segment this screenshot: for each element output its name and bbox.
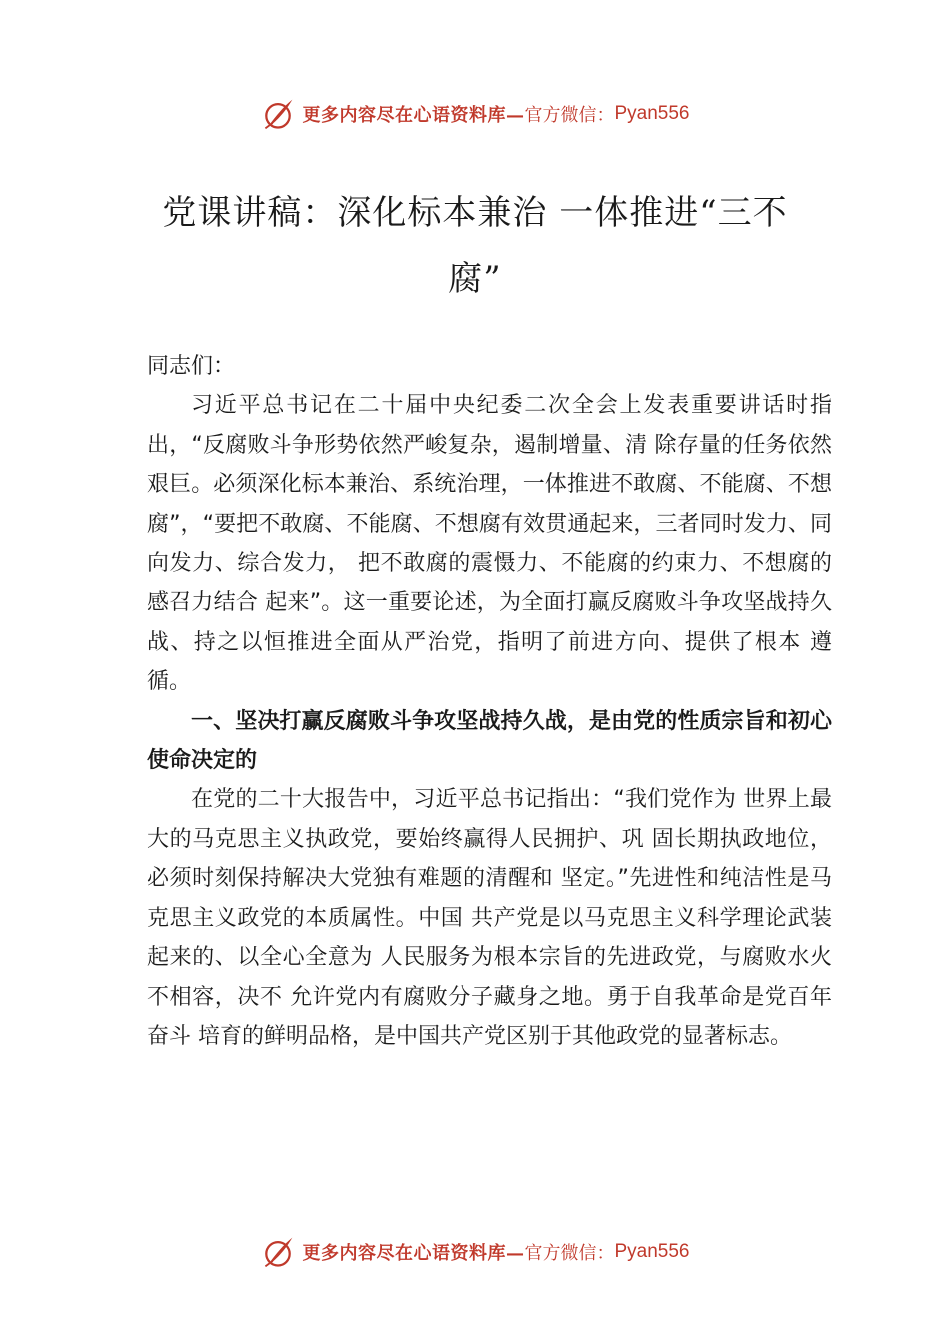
section-paragraph: 在党的二十大报告中，习近平总书记指出：“我们党作为 世界上最大的马克思主义执政党，要始终赢得人民拥护、巩 固长期执政地位，必须时刻保持解决大党独有难题的清醒和 坚定。”先进性和纯洁性是马克思主义政党的本质属性。中国 共产党是以马克思主义科学理论武装起来的、以全心全意为 人民服务为根本宗旨的先进政党，与腐败水火不相容，决不 允许党内有腐败分子藏身之地。勇于自我革命是党百年奋斗 培育的鲜明品格，是中国共产党区别于其他政党的显著标志。 (147, 787, 832, 1049)
quill-logo-icon (260, 1234, 296, 1270)
quill-logo-icon (260, 96, 296, 132)
header-banner (0, 94, 950, 134)
greeting: 同志们： (147, 354, 236, 379)
section-heading: 一、坚决打赢反腐败斗争攻坚战持久战，是由党的性质宗旨和初心使命决定的 (147, 708, 832, 774)
banner-slogan: 更多内容尽在心语资料库— (302, 105, 525, 126)
banner-wechat-label: 官方微信： (524, 105, 615, 126)
banner-slogan: 更多内容尽在心语资料库— (302, 1243, 525, 1264)
banner-wechat-label: 官方微信： (524, 1243, 615, 1264)
document-title: 党课讲稿：深化标本兼治 一体推进“三不腐” (162, 193, 788, 299)
footer-banner (0, 1232, 950, 1272)
banner-wechat-id: Pyan556 (614, 1241, 690, 1262)
intro-paragraph: 习近平总书记在二十届中央纪委二次全会上发表重要讲话时指出，“反腐败斗争形势依然严峻复杂，遏制增量、清 除存量的任务依然艰巨。必须深化标本兼治、系统治理，一体推进不敢腐、不能腐、不想腐”，“要把不敢腐、不能腐、不想腐有效贯通起来，三者同时发力、同向发力、综合发力， 把不敢腐的震慑力、不能腐的约束力、不想腐的感召力结合 起来”。这一重要论述，为全面打赢反腐败斗争攻坚战持久战、持之以恒推进全面从严治党，指明了前进方向、提供了根本 遵循。 (147, 393, 832, 695)
document-body (147, 347, 832, 1056)
banner-wechat-id: Pyan556 (614, 103, 690, 124)
